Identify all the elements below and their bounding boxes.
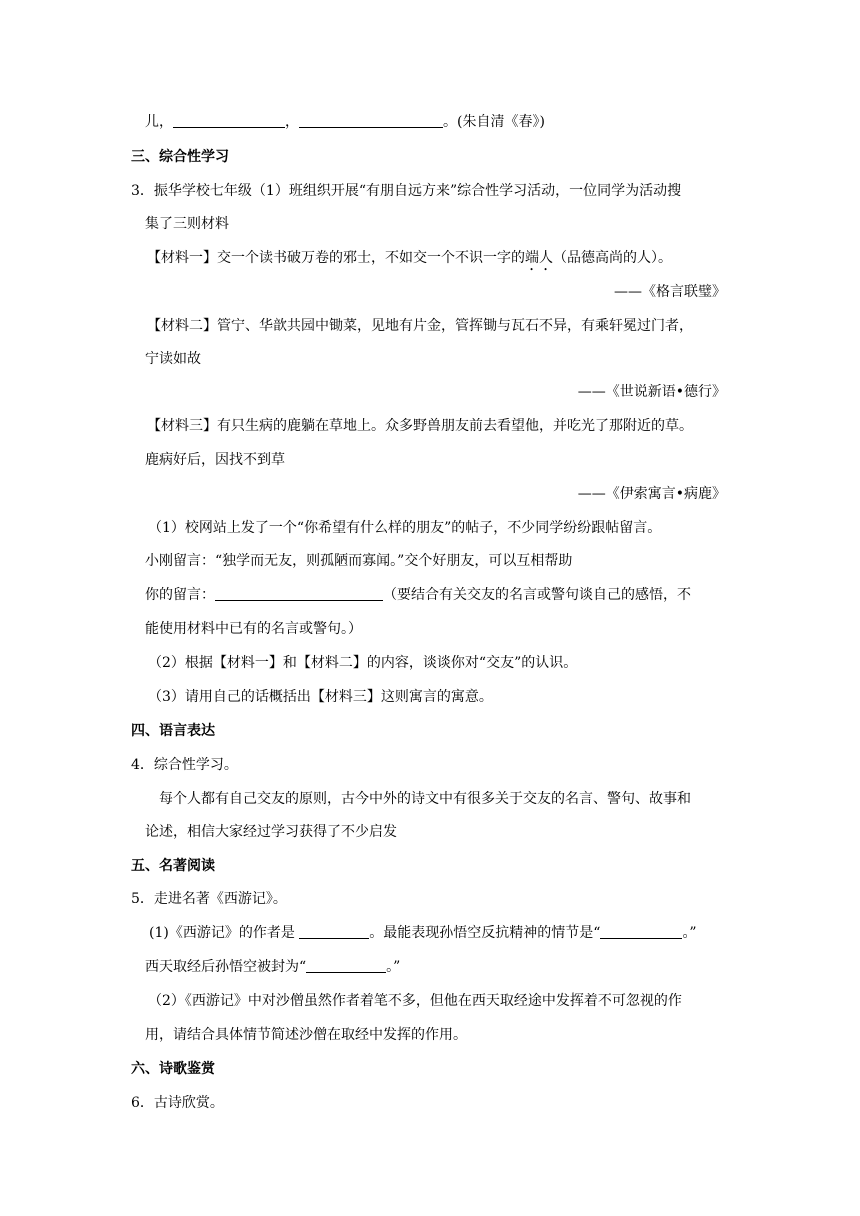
message-answer-blank[interactable] [215,586,383,601]
section-heading-6: 六、诗歌鉴赏 [131,1061,215,1077]
question-5-part-1-cont: 西天取经后孙悟空被封为“ 。” [145,959,401,975]
author-answer-blank[interactable] [299,924,369,939]
question-5-stem: 5．走进名著《西游记》。 [131,891,287,907]
sub-question-3: （3）请用自己的话概括出【材料三】这则寓言的寓意。 [148,689,493,705]
question-4-stem: 4．综合性学习。 [131,757,238,773]
answer-blank[interactable] [173,113,285,128]
xiaogang-message: 小刚留言：“独学而无友，则孤陋而寡闻。”交个好朋友，可以互相帮助 [145,553,573,569]
question-5-part-2-cont: 用，请结合具体情节简述沙僧在取经中发挥的作用。 [145,1027,467,1043]
poem-fill-line: 儿， ， 。(朱自清《春》) [145,114,545,130]
sub-question-2: （2）根据【材料一】和【材料二】的内容，谈谈你对“交友”的认识。 [148,655,578,671]
material-3-cont: 鹿病好后，因找不到草 [145,452,285,468]
question-4-text-cont: 论述，相信大家经过学习获得了不少启发 [145,824,397,840]
question-5-part-1: (1)《西游记》的作者是 。最能表现孙悟空反抗精神的情节是“ 。” [149,925,697,941]
sub-question-1: （1）校网站上发了一个“你希望有什么样的朋友”的帖子，不少同学纷纷跟帖留言。 [148,520,662,536]
section-heading-4: 四、语言表达 [131,723,215,739]
material-2-cont: 宁读如故 [145,351,201,367]
section-heading-3: 三、综合性学习 [131,149,229,165]
title-answer-blank[interactable] [306,958,386,973]
answer-blank[interactable] [299,113,443,128]
material-1-source: ——《格言联璧》 [614,284,726,300]
question-6-stem: 6．古诗欣赏。 [131,1095,224,1111]
question-3-stem-cont: 集了三则材料 [145,216,229,232]
plot-answer-blank[interactable] [600,924,682,939]
your-message-cont: 能使用材料中已有的名言或警句。） [145,621,362,637]
question-3-stem: 3．振华学校七年级（1）班组织开展“有朋自远方来”综合性学习活动，一位同学为活动搜 [131,183,682,199]
section-heading-5: 五、名著阅读 [131,858,215,874]
question-5-part-2: （2）《西游记》中对沙僧虽然作者着笔不多，但他在西天取经途中发挥着不可忽视的作 [148,993,682,1009]
question-4-text: 每个人都有自己交友的原则，古今中外的诗文中有很多关于交友的名言、警句、故事和 [159,791,691,807]
material-3-source: ——《伊索寓言•病鹿》 [577,486,726,502]
material-2: 【材料二】管宁、华歆共园中锄菜，见地有片金，管挥锄与瓦石不异，有乘轩冕过门者， [147,318,693,334]
your-message-line: 你的留言： （要结合有关交友的名言或警句谈自己的感悟，不 [145,587,691,603]
material-1: 【材料一】交一个读书破万卷的邪士，不如交一个不识一字的端人（品德高尚的人）。 [147,250,672,266]
material-3: 【材料三】有只生病的鹿躺在草地上。众多野兽朋友前去看望他，并吃光了那附近的草。 [147,418,693,434]
material-2-source: ——《世说新语•德行》 [577,384,726,400]
